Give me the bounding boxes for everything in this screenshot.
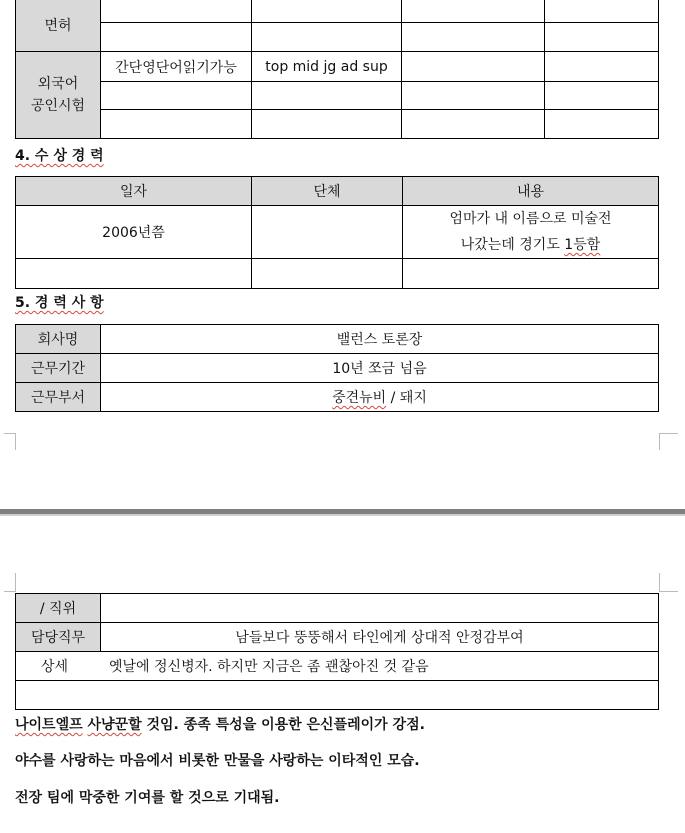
license-cell[interactable] <box>101 0 252 23</box>
company-label: 회사명 <box>16 325 101 354</box>
page-separator-shadow <box>0 514 685 516</box>
position-value[interactable] <box>101 594 659 623</box>
license-cell[interactable] <box>402 0 545 23</box>
foreign-test-cell[interactable] <box>252 110 402 139</box>
page-corner-mark <box>4 433 16 450</box>
page-corner-mark <box>4 573 16 592</box>
career-table <box>15 324 659 412</box>
foreign-test-cell[interactable] <box>252 82 402 110</box>
license-label: 면허 <box>16 0 101 52</box>
empty-row[interactable] <box>16 681 659 710</box>
awards-header-date: 일자 <box>16 177 252 206</box>
foreign-test-cell[interactable] <box>402 82 545 110</box>
foreign-test-cell[interactable]: 간단영단어읽기가능 <box>101 52 252 82</box>
awards-table <box>15 176 659 289</box>
duty-value[interactable]: 남들보다 뚱뚱해서 타인에게 상대적 안정감부여 <box>101 623 659 652</box>
detail-value[interactable]: 옛날에 정신병자. 하지만 지금은 좀 괜찮아진 것 같음 <box>109 659 429 675</box>
award-date[interactable]: 2006년쯤 <box>16 206 252 259</box>
period-label: 근무기간 <box>16 354 101 383</box>
awards-header-org: 단체 <box>252 177 403 206</box>
foreign-test-cell[interactable] <box>101 110 252 139</box>
license-cell[interactable] <box>252 0 402 23</box>
department-label: 근무부서 <box>16 383 101 412</box>
award-content[interactable] <box>403 259 659 289</box>
page-corner-mark <box>659 573 678 592</box>
license-cell[interactable] <box>402 23 545 52</box>
award-org[interactable] <box>252 206 403 259</box>
foreign-test-cell[interactable] <box>545 52 659 82</box>
award-org[interactable] <box>252 259 403 289</box>
award-content[interactable]: 엄마가 내 이름으로 미술전 나갔는데 경기도 1등함 <box>403 206 659 259</box>
license-cell[interactable] <box>545 0 659 23</box>
period-value[interactable]: 10년 쪼금 넘음 <box>101 354 659 383</box>
note-line-1: 나이트엘프 사냥꾼할 것임. 종족 특성을 이용한 은신플레이가 강점. <box>15 717 425 733</box>
award-date[interactable] <box>16 259 252 289</box>
section-4-title: 4. 수 상 경 력 <box>15 148 104 164</box>
note-line-3: 전장 팀에 막중한 기여를 할 것으로 기대됨. <box>15 790 280 806</box>
license-table <box>15 0 659 139</box>
foreign-test-cell[interactable] <box>545 82 659 110</box>
foreign-test-cell[interactable]: top mid jg ad sup <box>252 52 402 82</box>
license-cell[interactable] <box>252 23 402 52</box>
department-value[interactable]: 중견뉴비 / 돼지 <box>101 383 659 412</box>
foreign-test-cell[interactable] <box>101 82 252 110</box>
foreign-test-cell[interactable] <box>402 110 545 139</box>
foreign-test-cell[interactable] <box>545 110 659 139</box>
license-cell[interactable] <box>101 23 252 52</box>
detail-row[interactable] <box>16 652 659 681</box>
duty-label: 담당직무 <box>16 623 101 652</box>
section-5-title: 5. 경 력 사 항 <box>15 295 104 311</box>
page-corner-mark <box>659 433 678 450</box>
detail-label: 상세 <box>41 659 69 675</box>
license-cell[interactable] <box>545 23 659 52</box>
awards-header-content: 내용 <box>403 177 659 206</box>
note-line-2: 야수를 사랑하는 마음에서 비롯한 만물을 사랑하는 이타적인 모습. <box>15 753 420 769</box>
position-label: / 직위 <box>16 594 101 623</box>
company-value[interactable]: 밸런스 토론장 <box>101 325 659 354</box>
foreign-language-label: 외국어 공인시험 <box>16 52 101 139</box>
foreign-test-cell[interactable] <box>402 52 545 82</box>
career-table-continued <box>15 593 659 710</box>
